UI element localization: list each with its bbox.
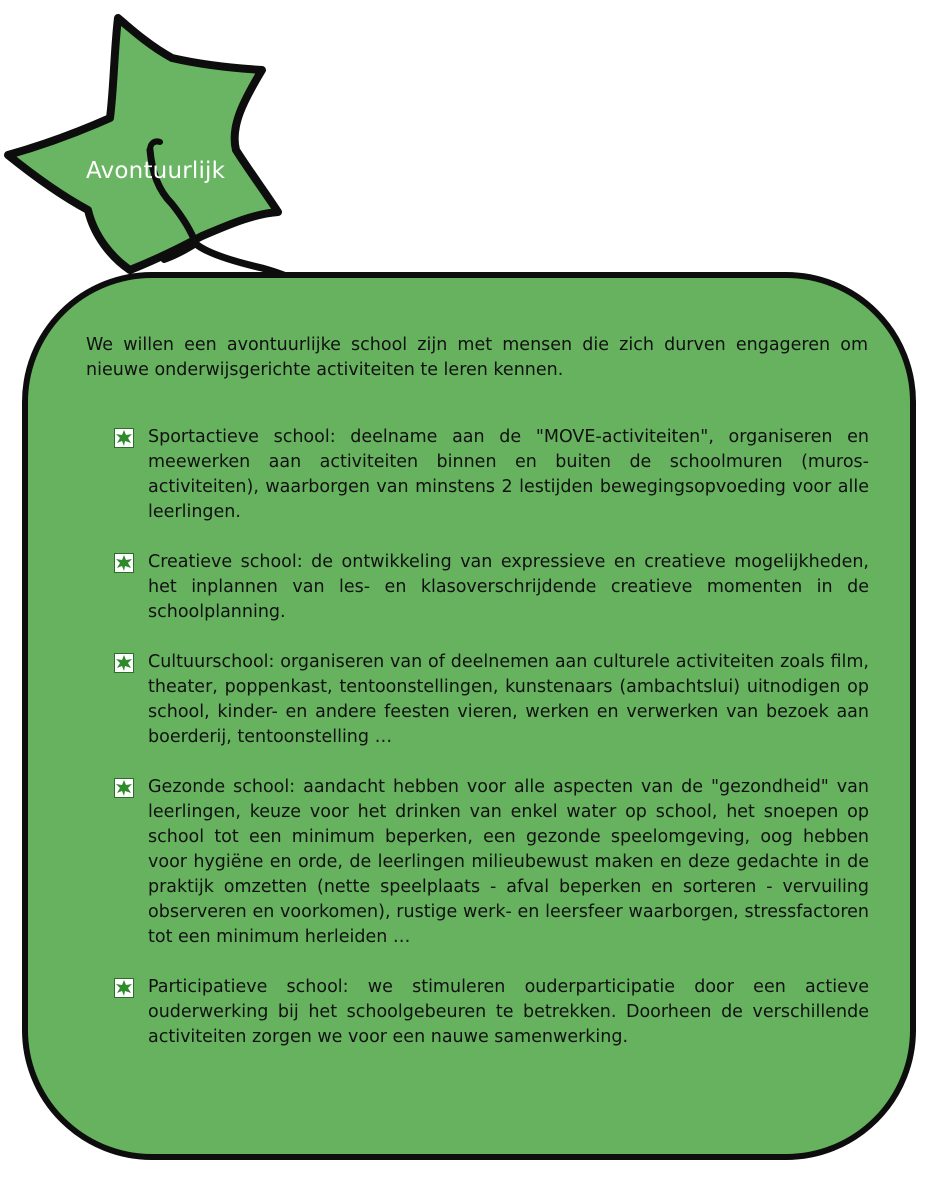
ivy-leaf-heading (0, 0, 330, 290)
item-term: Cultuurschool (148, 652, 269, 672)
item-text: : aandacht hebben voor alle aspecten van de "gezondheid" van leerlingen, keuze voor het drinken van enkel water op school, het snoepen op school tot een minimum beperken, een gezonde speelomgeving, oog hebben voor hygiëne en orde, de leerlingen milieubewust maken en deze gedachte in de praktijk omzetten (nette speelplaats - afval beperken en sorteren - vervuiling observeren en voorkomen), rustige werk- en leersfeer waarborgen, stressfactoren tot een minimum herleiden … (148, 777, 869, 947)
leaf-bullet-icon (114, 553, 134, 573)
item-text: : we stimuleren ouderparticipatie door een actieve ouderwerking bij het schoolgebeuren te betrekken. Doorheen de verschillende activiteiten zorgen we voor een nauwe samenwerking. (148, 977, 869, 1047)
leaf-bullet-icon (114, 653, 134, 673)
page-title: Avontuurlijk (86, 158, 226, 184)
ivy-leaf-icon (0, 0, 330, 290)
item-text: : de ontwikkeling van expressieve en creatieve mogelijkheden, het inplannen van les- en klasoverschrijdende creatieve momenten in de schoolplanning. (148, 552, 869, 622)
item-text: : organiseren van of deelnemen aan culturele activiteiten zoals film, theater, poppenkast, tentoonstellingen, kunstenaars (ambachtslui) uitnodigen op school, kinder- en andere feesten vieren, werken en verwerken van bezoek aan boerderij, tentoonstelling … (148, 652, 869, 747)
intro-emphasis: avontuurlijke (226, 335, 341, 355)
leaf-bullet-icon (114, 778, 134, 798)
list-item-gezonde-school (114, 775, 869, 950)
item-text: : deelname aan de "MOVE-activiteiten", organiseren en meewerken aan activiteiten binnen en buiten de schoolmuren (muros-activiteiten), waarborgen van minstens 2 lestijden bewegingsopvoeding voor alle leerlingen. (148, 427, 869, 522)
item-term: Creatieve school (148, 552, 297, 572)
list-item-sportactieve-school (114, 425, 869, 525)
feature-list (114, 425, 869, 1050)
list-item-participatieve-school (114, 975, 869, 1050)
leaf-bullet-icon (114, 428, 134, 448)
intro-text-after: school zijn met mensen die zich durven engageren om nieuwe onderwijsgerichte activiteiten te leren kennen. (86, 335, 868, 380)
item-term: Participatieve school (148, 977, 343, 997)
intro-paragraph (86, 333, 868, 383)
item-term: Sportactieve school (148, 427, 330, 447)
list-item-cultuurschool (114, 650, 869, 750)
leaf-bullet-icon (114, 978, 134, 998)
list-item-creatieve-school (114, 550, 869, 625)
intro-text-before: We willen een (86, 335, 227, 355)
item-term: Gezonde school (148, 777, 290, 797)
